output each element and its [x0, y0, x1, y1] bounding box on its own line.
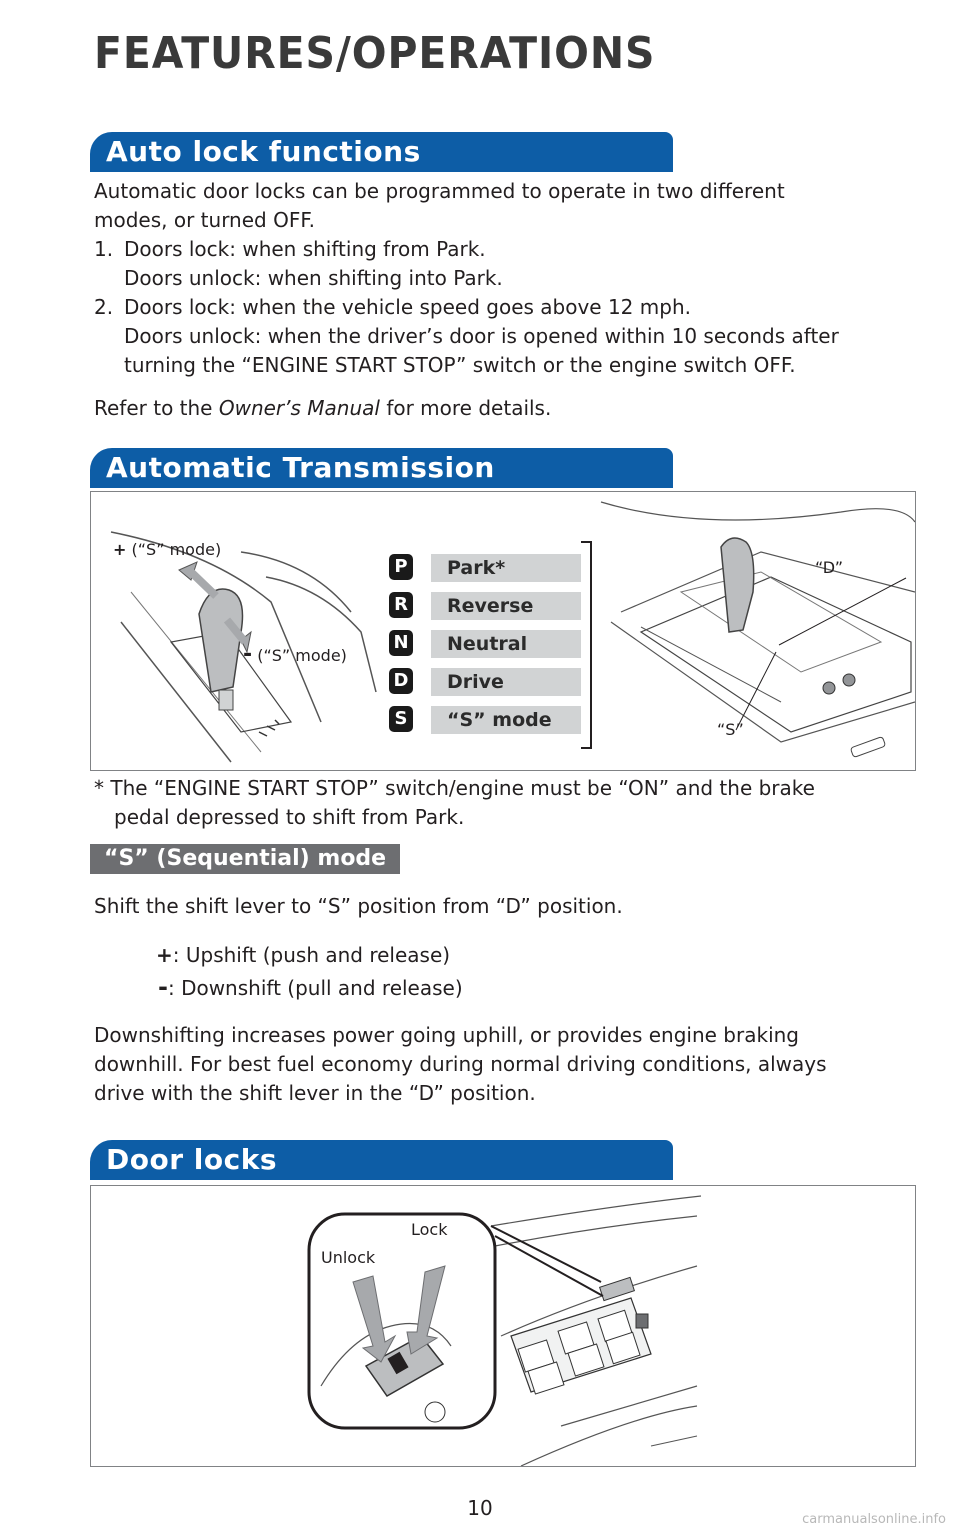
section-banner-door-locks	[90, 1140, 673, 1180]
callout-minus-text: (“S” mode)	[257, 646, 347, 665]
auto-lock-item2-line2: Doors unlock: when the driver’s door is opened within 10 seconds after	[124, 324, 839, 348]
auto-lock-item2-line3: turning the “ENGINE START STOP” switch or the engine switch OFF.	[124, 353, 796, 377]
lock-label: Lock	[411, 1220, 448, 1239]
owners-manual-ref: Owner’s Manual	[218, 396, 380, 420]
minus-sign: -	[243, 642, 253, 667]
subsection-heading-sequential: “S” (Sequential) mode	[90, 844, 400, 874]
shift-lever-illustration	[91, 492, 381, 770]
upshift-text: : Upshift (push and release)	[172, 943, 451, 967]
gear-legend	[389, 554, 589, 744]
refer-prefix: Refer to the	[94, 396, 219, 420]
auto-lock-item1-line2: Doors unlock: when shifting into Park.	[124, 266, 503, 290]
gear-row-park	[389, 554, 589, 582]
section-heading-door-locks: Door locks	[106, 1143, 277, 1176]
sequential-para-line3: drive with the shift lever in the “D” position.	[94, 1081, 536, 1105]
gear-label-reverse: Reverse	[431, 592, 581, 620]
auto-lock-item1-line1: Doors lock: when shifting from Park.	[124, 237, 486, 261]
callout-s-position: “S”	[717, 720, 744, 739]
auto-lock-item2-number: 2.	[94, 295, 114, 319]
auto-lock-item1-number: 1.	[94, 237, 114, 261]
gear-label-s-mode: “S” mode	[431, 706, 581, 734]
page-number: 10	[467, 1496, 493, 1520]
auto-lock-intro-line1: Automatic door locks can be programmed to operate in two different	[94, 179, 785, 203]
callout-plus-text: (“S” mode)	[131, 540, 222, 559]
downshift-text: : Downshift (pull and release)	[167, 976, 463, 1000]
gear-label-drive: Drive	[431, 668, 581, 696]
refer-suffix: for more details.	[379, 396, 552, 420]
auto-lock-refer	[94, 394, 551, 423]
console-illustration	[581, 492, 915, 770]
upshift-sign: +	[156, 943, 173, 967]
gear-label-neutral: Neutral	[431, 630, 581, 658]
section-heading-auto-lock: Auto lock functions	[106, 135, 421, 168]
sequential-downshift-row	[158, 973, 463, 1003]
transmission-footnote-line2: pedal depressed to shift from Park.	[114, 805, 465, 829]
callout-plus-s-mode	[113, 540, 221, 559]
transmission-footnote-line1: * The “ENGINE START STOP” switch/engine must be “ON” and the brake	[94, 776, 815, 800]
callout-minus-s-mode	[243, 642, 347, 667]
unlock-label: Unlock	[321, 1248, 376, 1267]
section-banner-auto-lock	[90, 132, 673, 172]
gear-badge-d: D	[389, 668, 413, 694]
door-locks-figure	[90, 1185, 916, 1467]
gear-label-park: Park*	[431, 554, 581, 582]
gear-row-s-mode	[389, 706, 589, 734]
sequential-instruction: Shift the shift lever to “S” position from “D” position.	[94, 894, 623, 918]
section-heading-transmission: Automatic Transmission	[106, 451, 495, 484]
page-title: FEATURES/OPERATIONS	[94, 28, 656, 79]
transmission-figure	[90, 491, 916, 771]
sequential-upshift-row	[156, 941, 450, 970]
plus-sign: +	[113, 540, 127, 559]
watermark: carmanualsonline.info	[802, 1512, 946, 1527]
gear-badge-p: P	[389, 554, 413, 580]
section-banner-transmission	[90, 448, 673, 488]
sequential-para-line2: downhill. For best fuel economy during normal driving conditions, always	[94, 1052, 827, 1076]
gear-row-neutral	[389, 630, 589, 658]
gear-badge-r: R	[389, 592, 413, 618]
downshift-sign: -	[158, 973, 168, 1001]
gear-row-reverse	[389, 592, 589, 620]
gear-badge-s: S	[389, 706, 413, 732]
auto-lock-item2-line1: Doors lock: when the vehicle speed goes above 12 mph.	[124, 295, 691, 319]
sequential-para-line1: Downshifting increases power going uphill, or provides engine braking	[94, 1023, 799, 1047]
door-panel-illustration	[91, 1186, 915, 1466]
gear-row-drive	[389, 668, 589, 696]
gear-badge-n: N	[389, 630, 413, 656]
callout-d-position: “D”	[815, 558, 843, 577]
auto-lock-intro-line2: modes, or turned OFF.	[94, 208, 315, 232]
